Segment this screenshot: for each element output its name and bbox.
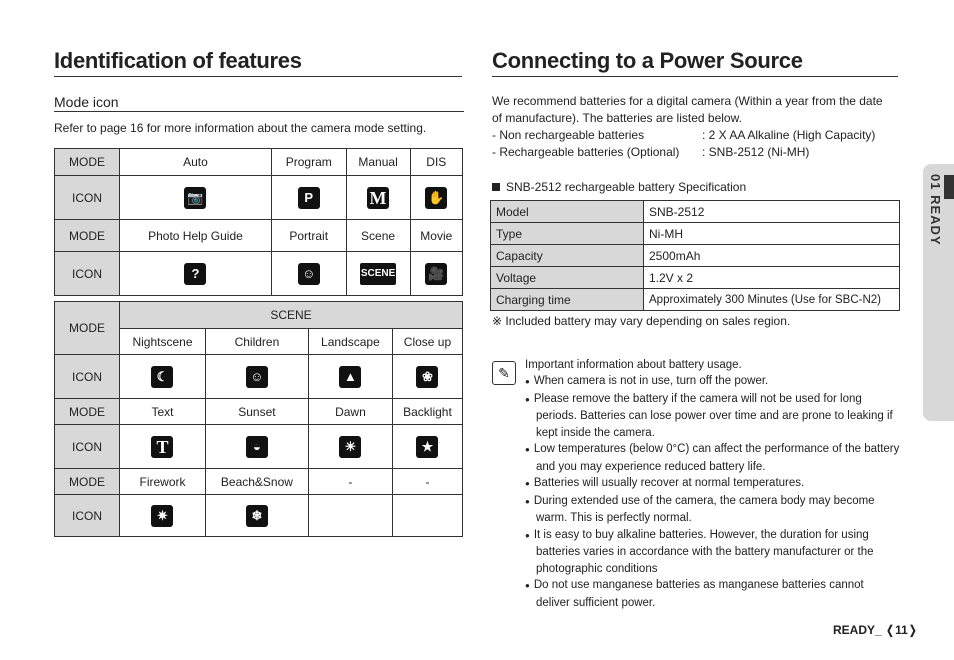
square-bullet-icon [492,183,500,191]
list-item: ● Low temperatures (below 0°C) can affect the performance of the battery and you may experience reduced battery life. [525,441,900,475]
spec-key: Type [491,223,644,245]
table-row [55,302,463,329]
table-row [55,176,463,220]
spec-key: Capacity [491,245,644,267]
firework-icon: ✷ [120,495,206,537]
spec-value: 2500mAh [644,245,900,267]
nightscene-icon: ☾ [120,355,206,399]
row-header: MODE [55,469,120,495]
photo-help-guide-icon: ? [120,252,272,296]
spec-title [492,180,746,194]
mode-cell: Text [120,399,206,425]
mode-cell: - [392,469,462,495]
list-item: ● Batteries will usually recover at normal temperatures. [525,475,900,493]
battery-line [492,144,892,161]
mode-cell: Manual [346,149,410,176]
sunset-icon: ◒ [205,425,308,469]
battery-line [492,127,892,144]
row-header: MODE [55,220,120,252]
row-header: MODE [55,302,120,355]
dis-mode-icon: ✋ [410,176,462,220]
table-row [55,469,463,495]
mode-cell: Backlight [392,399,462,425]
spec-value: SNB-2512 [644,201,900,223]
mode-cell: Landscape [308,329,392,355]
table-row [491,201,900,223]
beach-snow-icon: ❄ [205,495,308,537]
table-row [55,149,463,176]
program-mode-icon: P [271,176,346,220]
battery-label: - Non rechargeable batteries [492,128,645,142]
table-row [491,245,900,267]
power-intro-text: We recommend batteries for a digital camera (Within a year from the date of manufacture). The batteries are listed below. [492,94,883,125]
spec-note: ※ Included battery may vary depending on sales region. [492,314,791,328]
auto-mode-icon: 📷 [120,176,272,220]
note-list [525,373,900,611]
battery-value: : SNB-2512 (Ni-MH) [702,145,810,159]
battery-value: : 2 X AA Alkaline (High Capacity) [702,128,876,142]
dawn-icon: ☀ [308,425,392,469]
chapter-side-tab [923,164,954,421]
table-row [491,223,900,245]
row-header: ICON [55,495,120,537]
table-row [55,399,463,425]
list-item: ● It is easy to buy alkaline batteries. However, the duration for using batteries varies in accordance with the battery manufacturer or the photographic conditions [525,527,900,578]
mode-cell: Photo Help Guide [120,220,272,252]
table-row [55,355,463,399]
mode-cell: Beach&Snow [205,469,308,495]
spec-key: Model [491,201,644,223]
row-header: MODE [55,399,120,425]
row-header: ICON [55,176,120,220]
mode-cell: Portrait [271,220,346,252]
landscape-icon: ▲ [308,355,392,399]
scene-header: SCENE [120,302,463,329]
page-footer: READY_ ❬11❭ [833,623,918,637]
table-row [55,425,463,469]
spec-value: Ni-MH [644,223,900,245]
movie-icon: 🎥 [410,252,462,296]
list-item: ● Please remove the battery if the camera will not be used for long periods. Batteries can lose power over time and are prone to leaking if kept inside the camera. [525,391,900,442]
note-pencil-icon: ✎ [492,361,516,385]
spec-key: Voltage [491,267,644,289]
row-header: ICON [55,252,120,296]
list-item: ● During extended use of the camera, the camera body may become warm. This is perfectly normal. [525,493,900,527]
note-lead: Important information about battery usage. [525,359,742,371]
mode-cell: Dawn [308,399,392,425]
table-row [55,220,463,252]
list-item: ● Do not use manganese batteries as manganese batteries cannot deliver sufficient power. [525,577,900,611]
row-header: ICON [55,355,120,399]
table-row [491,289,900,311]
mode-icon-table-2 [54,301,463,537]
table-row [491,267,900,289]
text-icon: T [120,425,206,469]
mode-cell: Nightscene [120,329,206,355]
scene-icon: SCENE [346,252,410,296]
empty-cell [392,495,462,537]
mode-cell: DIS [410,149,462,176]
battery-label: - Rechargeable batteries (Optional) [492,145,680,159]
mode-cell: - [308,469,392,495]
battery-spec-table [490,200,900,311]
mode-cell: Children [205,329,308,355]
row-header: ICON [55,425,120,469]
spec-title-text: SNB-2512 rechargeable battery Specification [506,180,747,194]
table-row [55,495,463,537]
chapter-label: 01 READY [928,174,943,246]
mode-icon-table-1 [54,148,463,296]
table-row [55,252,463,296]
spec-value: Approximately 300 Minutes (Use for SBC-N2) [644,289,900,311]
mode-cell: Auto [120,149,272,176]
section-title-features: Identification of features [54,48,462,77]
section-title-power: Connecting to a Power Source [492,48,898,77]
empty-cell [308,495,392,537]
mode-intro-text: Refer to page 16 for more information about the camera mode setting. [54,121,427,135]
mode-cell: Firework [120,469,206,495]
mode-cell: Close up [392,329,462,355]
mode-cell: Program [271,149,346,176]
chapter-marker [944,175,954,199]
list-item: ● When camera is not in use, turn off the power. [525,373,900,391]
row-header: MODE [55,149,120,176]
mode-cell: Sunset [205,399,308,425]
portrait-icon: ☺ [271,252,346,296]
mode-cell: Scene [346,220,410,252]
spec-key: Charging time [491,289,644,311]
mode-cell: Movie [410,220,462,252]
mode-icon-heading: Mode icon [54,94,464,112]
children-icon: ☺ [205,355,308,399]
power-intro [492,93,892,161]
spec-value: 1.2V x 2 [644,267,900,289]
close-up-icon: ❀ [392,355,462,399]
backlight-icon: ★ [392,425,462,469]
manual-mode-icon: M [346,176,410,220]
